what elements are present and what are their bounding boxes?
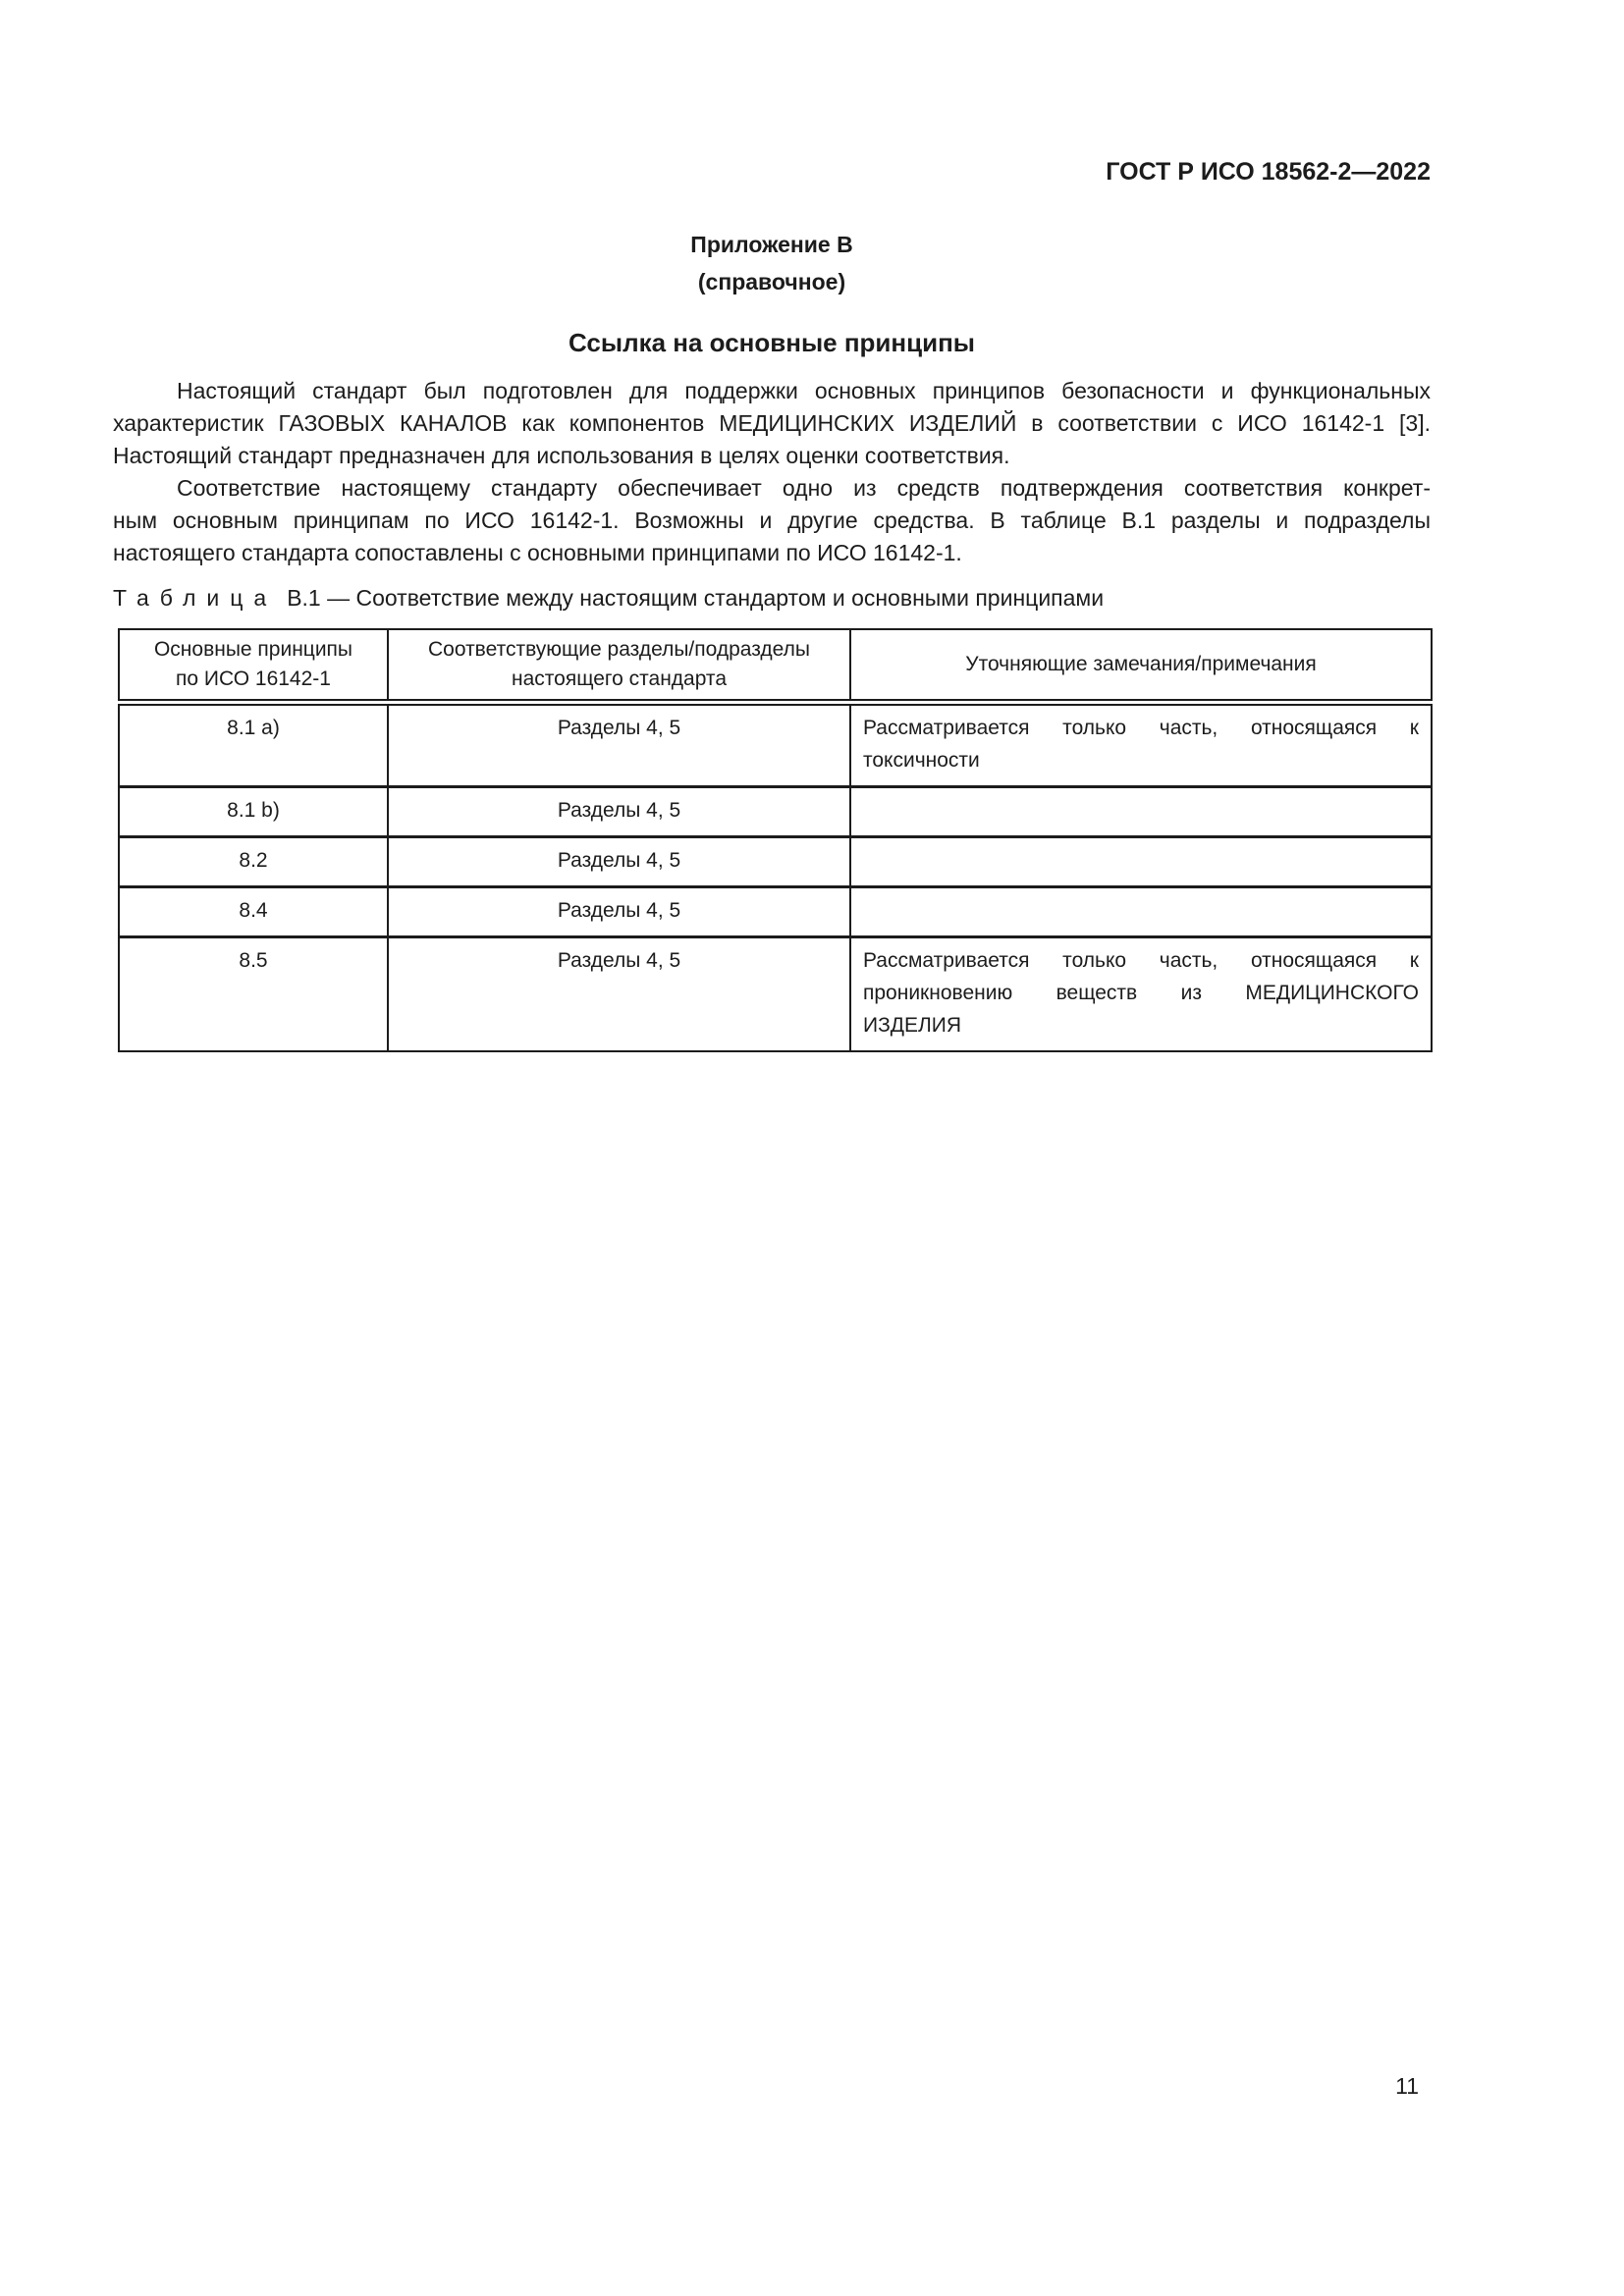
column-header-sections [388, 629, 850, 703]
table-row [119, 887, 1432, 937]
paragraph-line: настоящего стандарта сопоставлены с основными принципами по ИСО 16142-1. [113, 540, 962, 565]
annex-name: Приложение В [690, 232, 853, 257]
column-header-line: по ИСО 16142-1 [176, 667, 331, 690]
cell-principle: 8.4 [119, 887, 388, 937]
cell-principle: 8.1 b) [119, 787, 388, 837]
cell-remark [850, 837, 1432, 887]
remark-line: Рассматривается только часть, относящаяся к [863, 717, 1419, 739]
cell-principle: 8.5 [119, 937, 388, 1052]
remark-line: проникновению веществ из МЕДИЦИНСКОГО [863, 982, 1419, 1004]
cell-sections: Разделы 4, 5 [388, 837, 850, 887]
cell-remark [850, 787, 1432, 837]
cell-principle: 8.1 a) [119, 703, 388, 787]
column-header-line: Уточняющие замечания/примечания [965, 653, 1317, 675]
table-caption-label: Таблица [113, 585, 278, 611]
cell-remark [850, 937, 1432, 1052]
cell-sections: Разделы 4, 5 [388, 703, 850, 787]
column-header-line: Соответствующие разделы/подразделы [428, 638, 810, 661]
page-number: 11 [1395, 2073, 1419, 2099]
paragraph-line: Соответствие настоящему стандарту обеспечивает одно из средств подтверждения соответствия конкрет- [177, 475, 1431, 501]
table-row [119, 703, 1432, 787]
section-title: Ссылка на основные принципы [568, 328, 975, 357]
table-row [119, 837, 1432, 887]
doc-number: ГОСТ Р ИСО 18562-2—2022 [1106, 158, 1431, 186]
compliance-table [118, 628, 1433, 1052]
cell-principle: 8.2 [119, 837, 388, 887]
remark-line: Рассматривается только часть, относящаяся к [863, 949, 1419, 972]
paragraph-line: характеристик ГАЗОВЫХ КАНАЛОВ как компонентов МЕДИЦИНСКИХ ИЗДЕЛИЙ в соответствии с ИСО 16142-1 [3]. [113, 410, 1431, 436]
paragraph-2 [113, 472, 1431, 569]
column-header-remarks [850, 629, 1432, 703]
paragraph-line: Настоящий стандарт был подготовлен для поддержки основных принципов безопасности и функциональных [177, 378, 1431, 403]
table-row [119, 787, 1432, 837]
annex-heading [113, 226, 1431, 300]
table-row [119, 937, 1432, 1052]
doc-header [113, 157, 1431, 187]
remark-line: ИЗДЕЛИЯ [863, 1014, 962, 1037]
cell-sections: Разделы 4, 5 [388, 937, 850, 1052]
column-header-line: настоящего стандарта [511, 667, 727, 690]
annex-type: (справочное) [697, 269, 846, 294]
cell-remark [850, 887, 1432, 937]
paragraph-line: ным основным принципам по ИСО 16142-1. Возможны и другие средства. В таблице В.1 разделы и подразделы [113, 507, 1431, 533]
cell-sections: Разделы 4, 5 [388, 787, 850, 837]
column-header-line: Основные принципы [153, 638, 353, 661]
table-header-row [119, 629, 1432, 703]
table-caption [113, 583, 1431, 613]
paragraph-1 [113, 375, 1431, 472]
remark-line: токсичности [863, 749, 980, 772]
table-caption-text: В.1 — Соответствие между настоящим стандартом и основными принципами [287, 585, 1105, 611]
cell-sections: Разделы 4, 5 [388, 887, 850, 937]
cell-remark [850, 703, 1432, 787]
column-header-principles [119, 629, 388, 703]
paragraph-line: Настоящий стандарт предназначен для использования в целях оценки соответствия. [113, 443, 1010, 468]
